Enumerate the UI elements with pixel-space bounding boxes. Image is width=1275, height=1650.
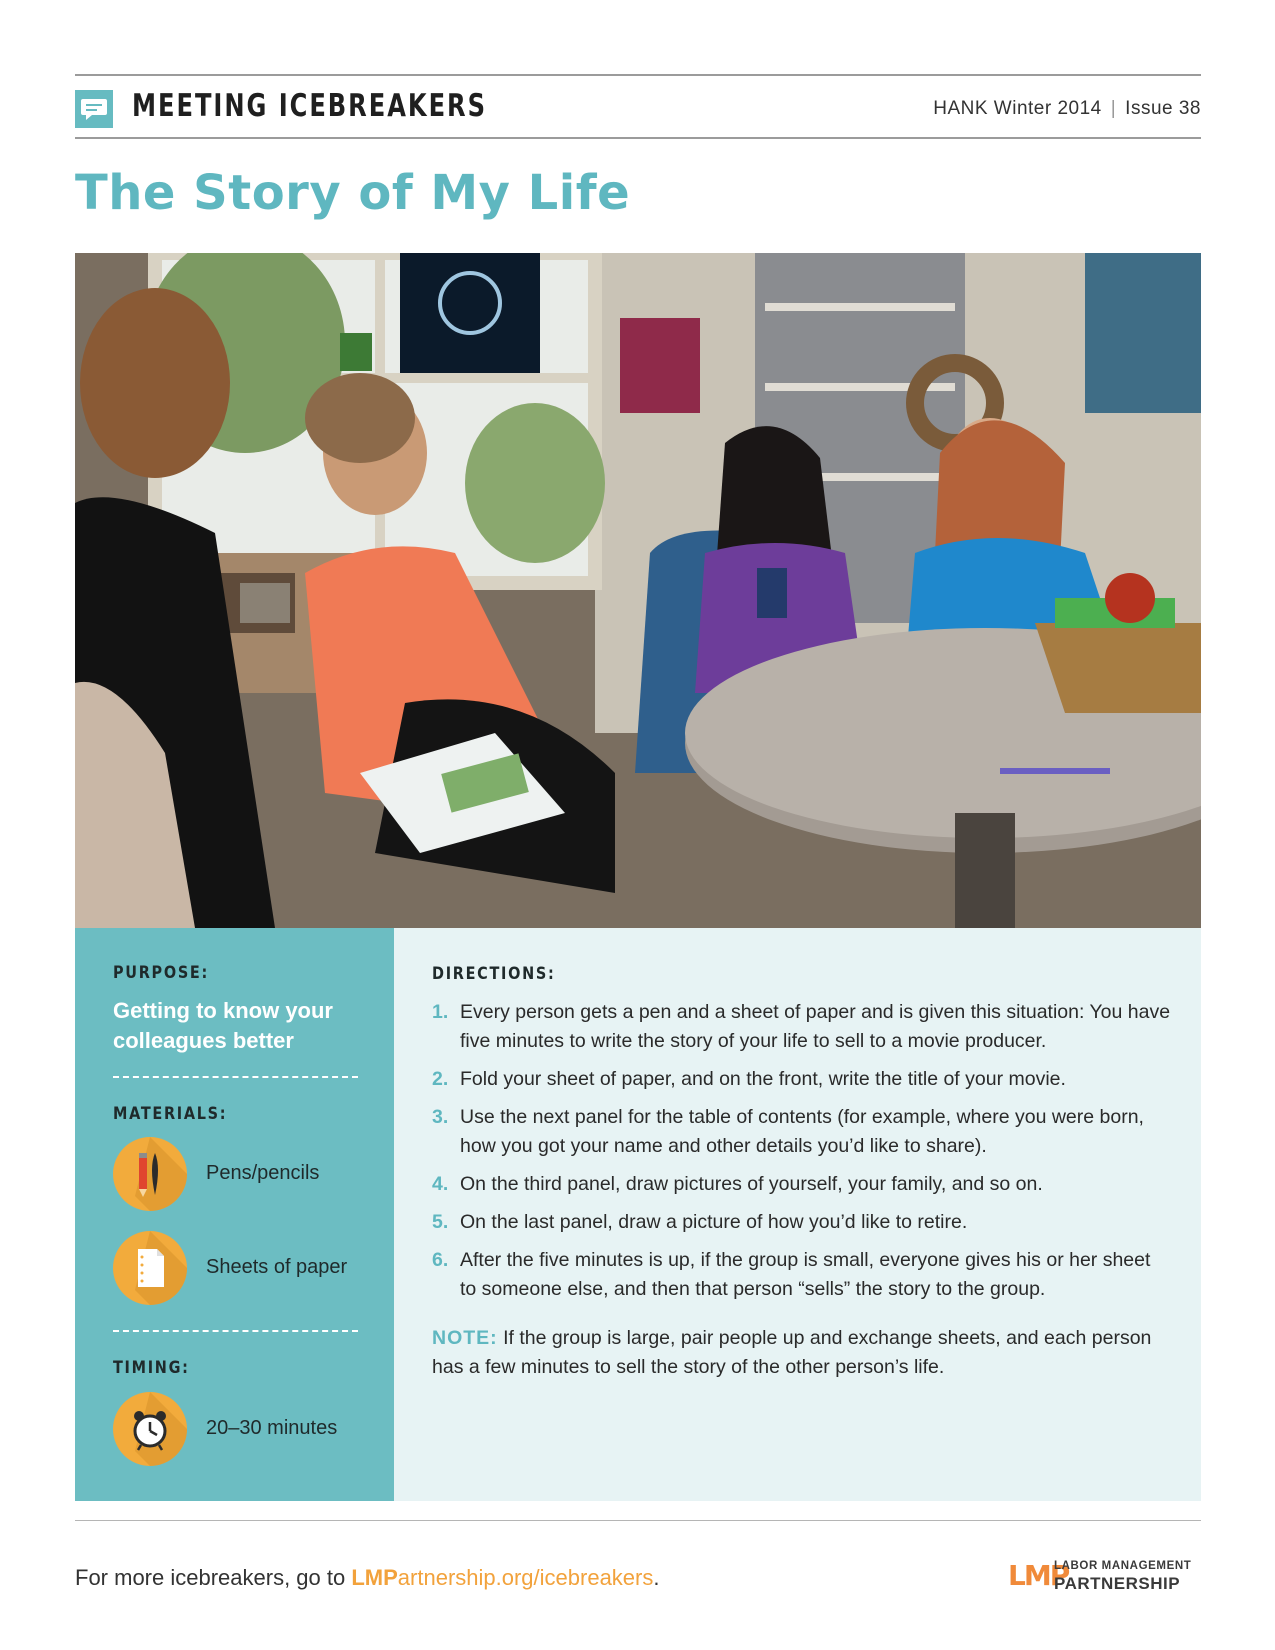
step-number: 1. <box>432 1001 449 1023</box>
link-rest: artnership.org/icebreakers <box>397 1565 654 1590</box>
dashed-divider <box>113 1330 358 1332</box>
step-number: 3. <box>432 1106 449 1128</box>
meeting-photo <box>75 253 1201 928</box>
step-number: 6. <box>432 1249 449 1271</box>
footer-lead: For more icebreakers, go to <box>75 1565 352 1590</box>
section-title: MEETING ICEBREAKERS <box>132 88 487 124</box>
purpose-label: PURPOSE: <box>113 963 209 983</box>
step-text: After the five minutes is up, if the group is small, everyone gives his or her sheet to someone else, and then that person “sells” the story to the group. <box>460 1249 1151 1300</box>
lmp-logo <box>1008 1557 1201 1599</box>
note <box>432 1324 1152 1382</box>
direction-step <box>432 1065 1172 1094</box>
materials-label: MATERIALS: <box>113 1104 228 1124</box>
direction-step <box>432 998 1172 1056</box>
logo-line1: LABOR MANAGEMENT <box>1054 1560 1192 1572</box>
step-text: Every person gets a pen and a sheet of paper and is given this situation: You have five minutes to write the story of your life to sell to a movie producer. <box>460 1001 1171 1052</box>
footer-text <box>75 1565 660 1591</box>
directions-label: DIRECTIONS: <box>432 964 556 984</box>
sidebar-panel <box>75 928 394 1501</box>
speech-bubble-icon <box>75 90 113 128</box>
directions-list <box>432 998 1172 1313</box>
material-paper-label: Sheets of paper <box>206 1256 348 1278</box>
material-pens-label: Pens/pencils <box>206 1162 320 1184</box>
link-bold: LMP <box>351 1565 398 1590</box>
step-text: On the third panel, draw pictures of yourself, your family, and so on. <box>460 1173 1043 1195</box>
direction-step <box>432 1208 1172 1237</box>
direction-step <box>432 1170 1172 1199</box>
step-text: Fold your sheet of paper, and on the front, write the title of your movie. <box>460 1068 1066 1090</box>
step-text: On the last panel, draw a picture of how you’d like to retire. <box>460 1211 968 1233</box>
timing-label: TIMING: <box>113 1358 190 1378</box>
header-top-rule <box>75 74 1201 76</box>
step-number: 5. <box>432 1211 449 1233</box>
icebreakers-link[interactable] <box>351 1565 653 1590</box>
page-title: The Story of My Life <box>75 165 631 221</box>
issue-info <box>933 98 1201 120</box>
direction-step <box>432 1103 1172 1161</box>
dashed-divider <box>113 1076 358 1078</box>
paper-sheet-icon <box>113 1231 187 1305</box>
logo-mark: LMP <box>1008 1559 1069 1592</box>
publication-name: HANK Winter 2014 <box>933 98 1102 119</box>
footer-rule <box>75 1520 1201 1521</box>
issue-number: Issue 38 <box>1125 98 1201 119</box>
note-text: If the group is large, pair people up and exchange sheets, and each person has a few minutes to sell the story of the other person’s life. <box>432 1327 1152 1378</box>
header-bottom-rule <box>75 137 1201 139</box>
issue-separator: | <box>1110 98 1117 119</box>
timing-value: 20–30 minutes <box>206 1417 338 1439</box>
step-text: Use the next panel for the table of contents (for example, where you were born, how you got your name and other details you’d like to share). <box>460 1106 1144 1157</box>
step-number: 2. <box>432 1068 449 1090</box>
note-label: NOTE: <box>432 1327 498 1349</box>
step-number: 4. <box>432 1173 449 1195</box>
directions-panel <box>394 928 1201 1501</box>
pen-pencil-icon <box>113 1137 187 1211</box>
direction-step <box>432 1246 1172 1304</box>
logo-line2: PARTNERSHIP <box>1054 1574 1181 1593</box>
alarm-clock-icon <box>113 1392 187 1466</box>
footer-trail: . <box>653 1565 660 1590</box>
page-header <box>75 78 1201 136</box>
purpose-text: Getting to know your colleagues better <box>113 998 333 1053</box>
